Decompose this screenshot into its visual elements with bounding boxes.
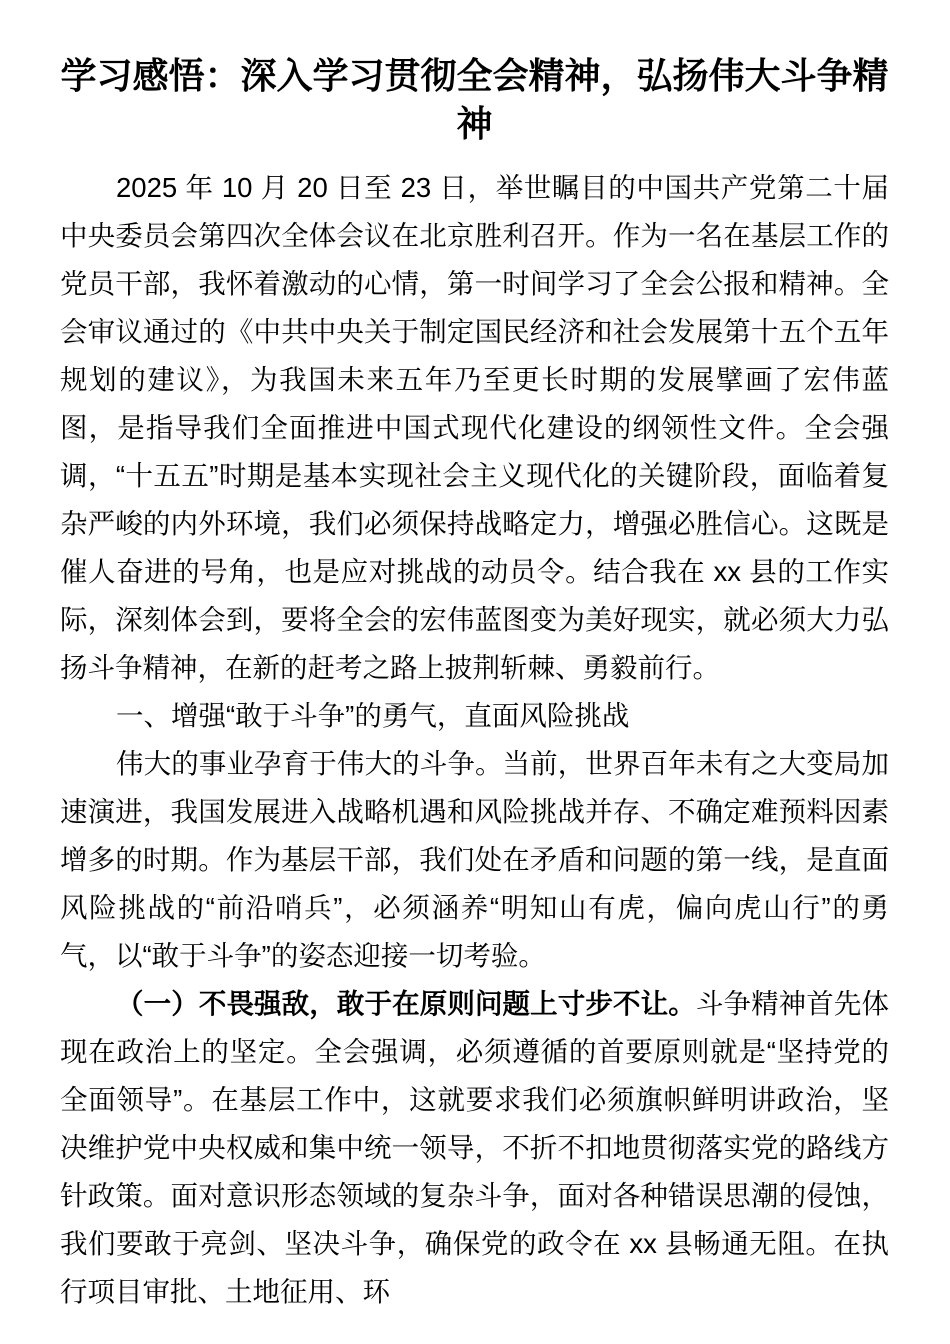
page-title: 学习感悟：深入学习贯彻全会精神，弘扬伟大斗争精神 <box>60 55 889 144</box>
subsection-heading-label: （一）不畏强敌，敢于在原则问题上寸步不让。 <box>116 988 696 1019</box>
subsection-body-text: 斗争精神首先体现在政治上的坚定。全会强调，必须遵循的首要原则就是“坚持党的全面领导”。在基层工作中，这就要求我们必须旗帜鲜明讲政治，坚决维护党中央权威和集中统一领导，不折不扣地贯彻落实党的路线方针政策。面对意识形态领域的复杂斗争，面对各种错误思潮的侵蚀，我们要敢于亮剑、坚决斗争，确保党的政令在 xx 县畅通无阻。在执行项目审批、土地征用、环 <box>60 988 890 1307</box>
section-heading-one: 一、增强“敢于斗争”的勇气，直面风险挑战 <box>116 700 630 731</box>
document-body <box>60 0 889 1316</box>
paragraph-great-cause: 伟大的事业孕育于伟大的斗争。当前，世界百年未有之大变局加速演进，我国发展进入战略机遇和风险挑战并存、不确定难预料因素增多的时期。作为基层干部，我们处在矛盾和问题的第一线，是直面风险挑战的“前沿哨兵”，必须涵养“明知山有虎，偏向虎山行”的勇气，以“敢于斗争”的姿态迎接一切考验。 <box>60 748 889 971</box>
paragraph-subsection-one <box>60 980 889 1316</box>
paragraph-intro: 2025 年 10 月 20 日至 23 日，举世瞩目的中国共产党第二十届中央委员会第四次全体会议在北京胜利召开。作为一名在基层工作的党员干部，我怀着激动的心情，第一时间学习了全会公报和精神。全会审议通过的《中共中央关于制定国民经济和社会发展第十五个五年规划的建议》，为我国未来五年乃至更长时期的发展擘画了宏伟蓝图，是指导我们全面推进中国式现代化建设的纲领性文件。全会强调，“十五五”时期是基本实现社会主义现代化的关键阶段，面临着复杂严峻的内外环境，我们必须保持战略定力，增强必胜信心。这既是催人奋进的号角，也是应对挑战的动员令。结合我在 xx 县的工作实际，深刻体会到，要将全会的宏伟蓝图变为美好现实，就必须大力弘扬斗争精神，在新的赶考之路上披荆斩棘、勇毅前行。 <box>60 172 889 683</box>
